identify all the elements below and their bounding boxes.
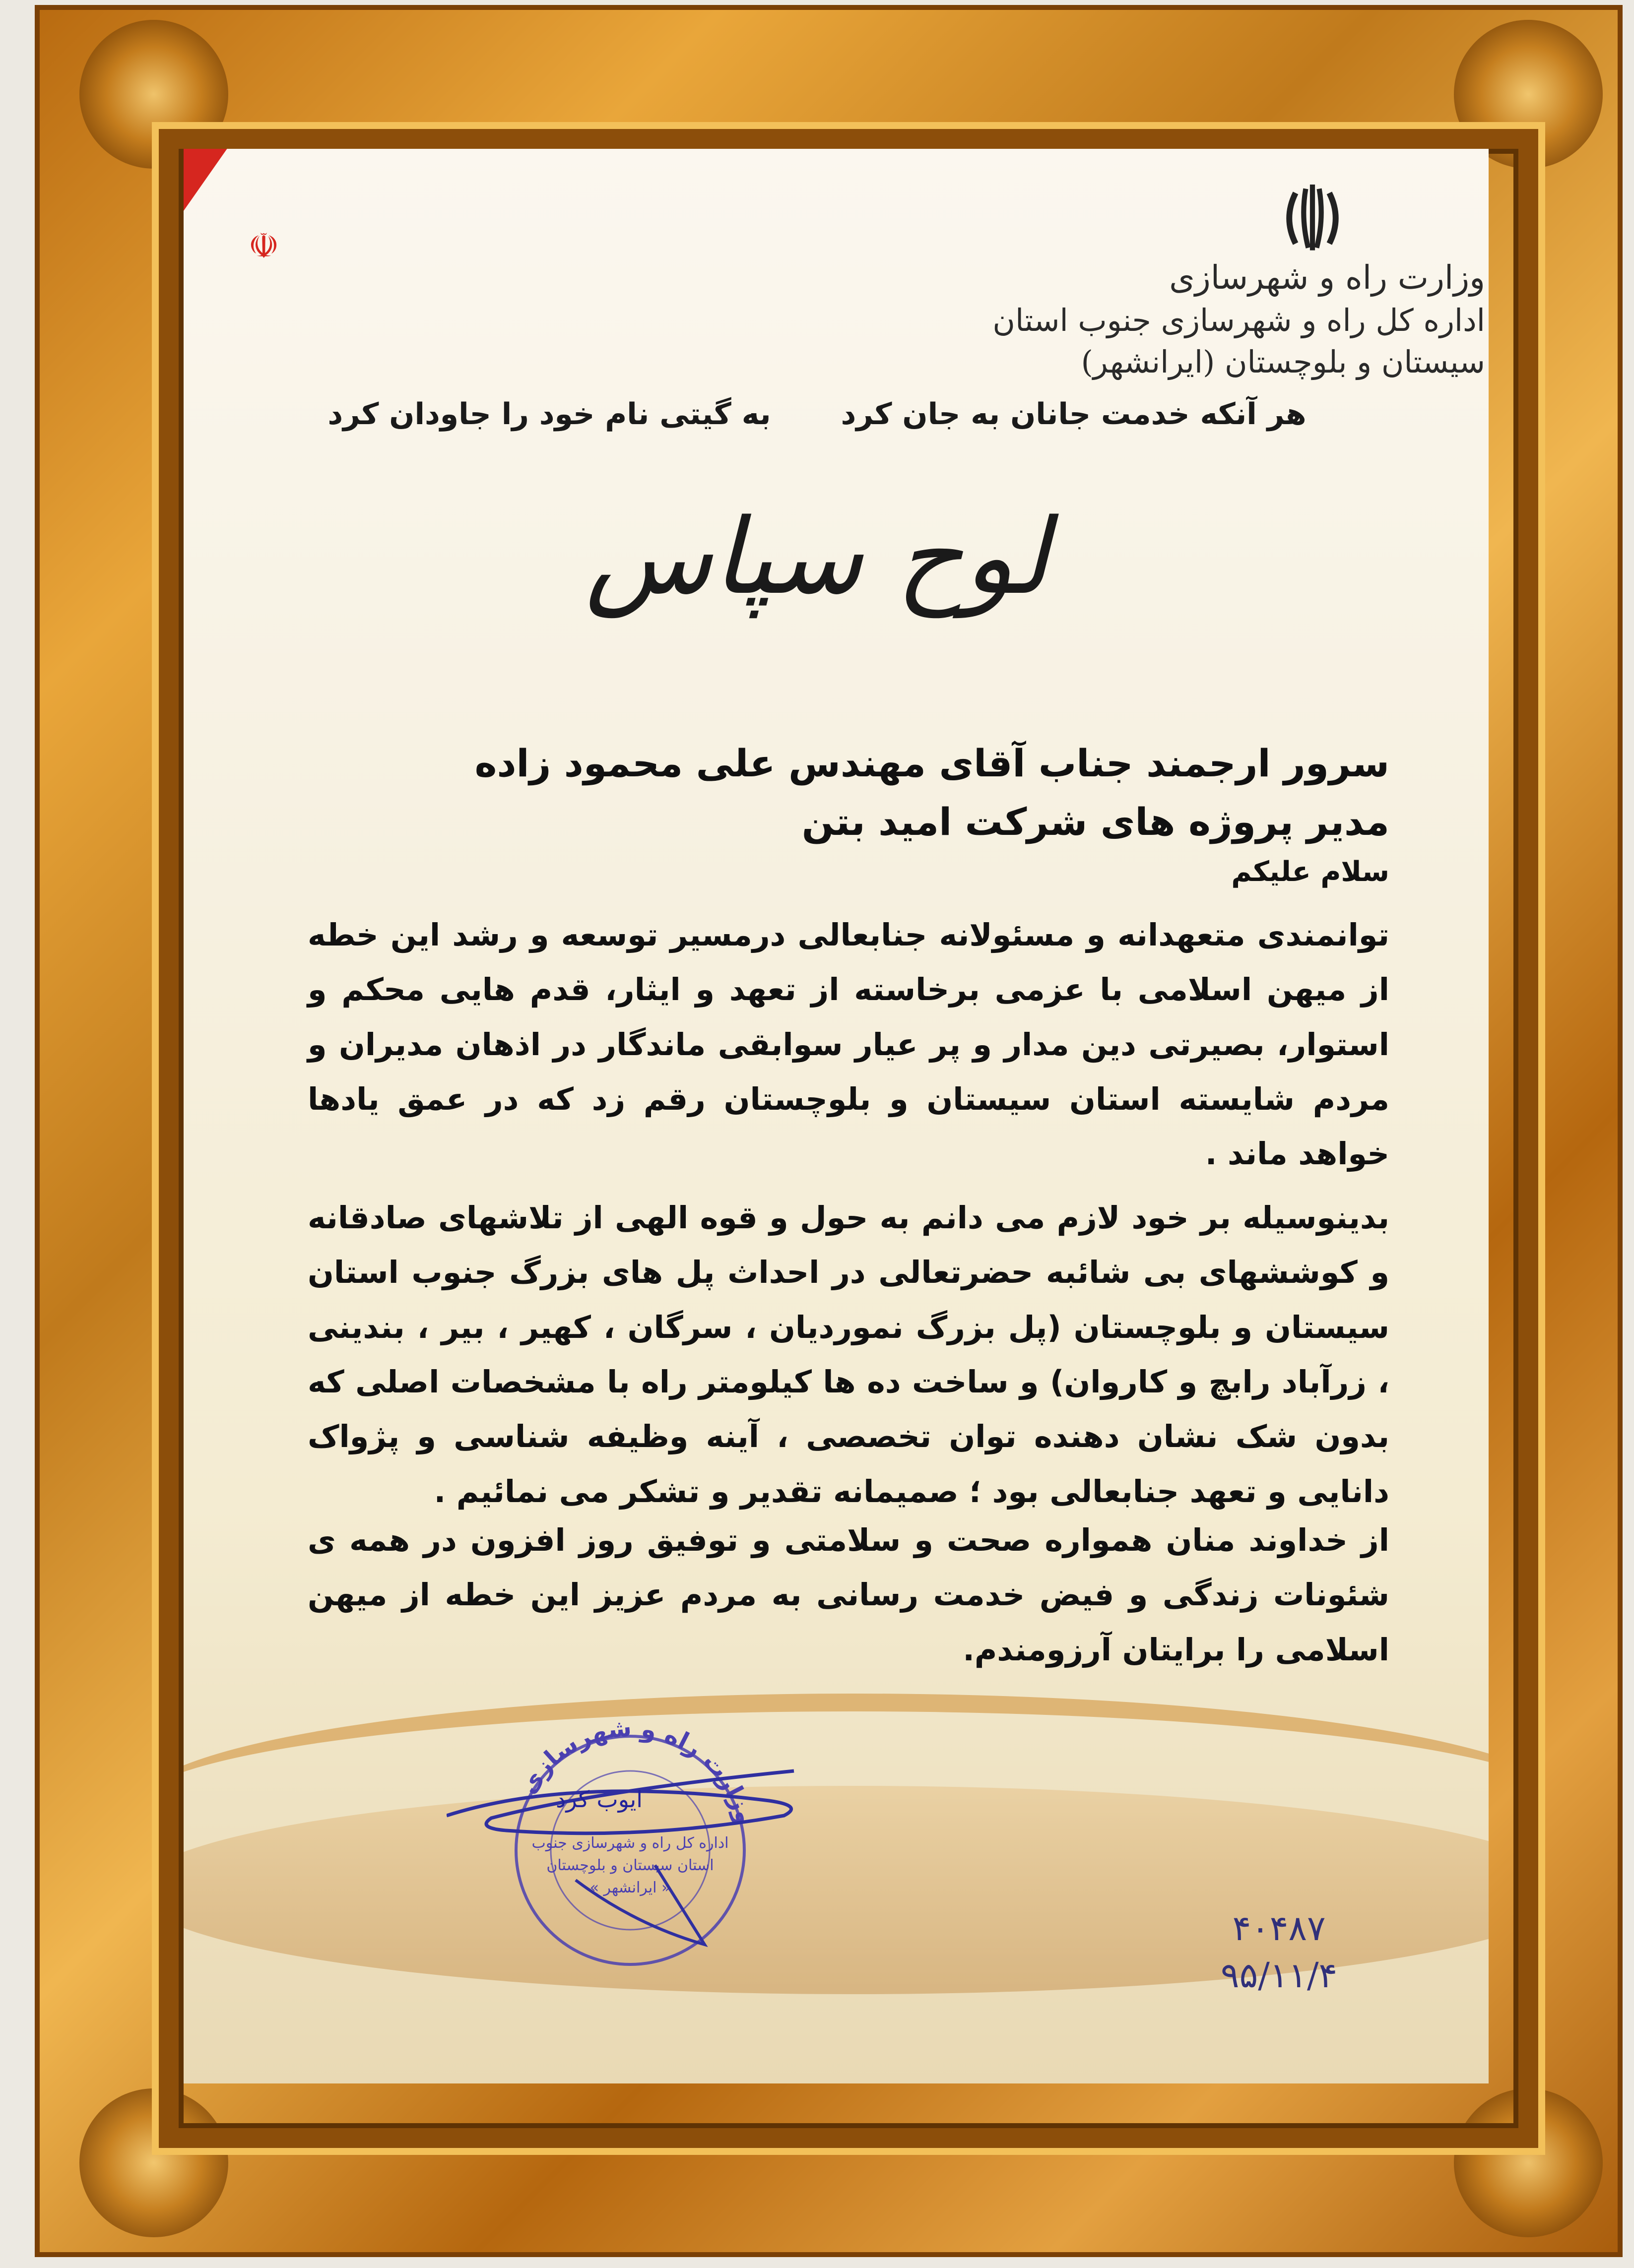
seal-inner-text-1: اداره کل راه و شهرسازی جنوب — [531, 1834, 729, 1852]
ministry-header — [992, 255, 1485, 382]
ministry-province: سیستان و بلوچستان (ایرانشهر) — [1081, 343, 1485, 380]
ministry-name: وزارت راه و شهرسازی — [1169, 258, 1485, 297]
flag-emblem-icon: ☫ — [248, 226, 279, 266]
official-seal-and-signature — [447, 1716, 814, 1974]
salutation: سلام علیکم — [1231, 856, 1389, 888]
recipient-name: سرور ارجمند جناب آقای مهندس علی محمود زاده — [474, 741, 1389, 785]
certificate-title: لوح سپاس — [585, 496, 1049, 618]
signer-name: ایوب کرد — [556, 1786, 643, 1813]
recipient-block — [308, 734, 1389, 851]
ministry-office: اداره کل راه و شهرسازی جنوب استان — [992, 302, 1485, 339]
seal-inner-text-3: « ایرانشهر » — [589, 1879, 671, 1896]
document-date: ۹۵/۱۱/۴ — [1221, 1954, 1338, 1996]
poem-hemistich-1: هر آنکه خدمت جانان به جان کرد — [841, 397, 1307, 432]
poem-line — [0, 397, 1634, 432]
body-paragraph-2: بدینوسیله بر خود لازم می دانم به حول و قوه الهی از تلاشهای صادقانه و کوششهای بی شائبه حضرتعالی در احداث پل های بزرگ جنوب استان سیستان و بلوچستان (پل بزرگ نموردیان ، سرگان ، کهیر ، بیر ، بندینی ، زرآباد رابچ و کاروان) و ساخت ده ها کیلومتر راه با مشخصات اصلی که بدون شک نشان دهنده توان تخصصی ، آینه وظیفه شناسی و پژواک دانایی و تعهد جنابعالی بود ؛ صمیمانه تقدیر و تشکر می نمائیم . — [308, 1199, 1389, 1510]
document-number-block — [1221, 1905, 1337, 1999]
body-paragraph-3: از خداوند منان همواره صحت و سلامتی و توفیق روز افزون در همه ی شئونات زندگی و فیض خدمت رسانی به مردم عزیز این خطه از میهن اسلامی را برایتان آرزومندم. — [308, 1522, 1389, 1668]
seal-ring-text: وزارت راه و شهرسازی — [514, 1716, 759, 1827]
body-paragraph-1: توانمندی متعهدانه و مسئولانه جنابعالی درمسیر توسعه و رشد این خطه از میهن اسلامی با عزمی برخاسته از تعهد و ایثار، قدم هایی محکم و استوار، بصیرتی دین مدار و پر عیار سوابقی ماندگار در اذهان مدیران و مردم شایسته استان سیستان و بلوچستان رقم زد که در عمق یادها خواهد ماند . — [308, 917, 1389, 1172]
poem-hemistich-2: به گیتی نام خود را جاودان کرد — [327, 397, 771, 432]
recipient-position: مدیر پروژه های شرکت امید بتن — [801, 799, 1389, 844]
document-number: ۴۰۴۸۷ — [1232, 1908, 1326, 1949]
seal-inner-text-2: استان سیستان و بلوچستان — [546, 1857, 714, 1874]
iran-emblem-icon — [1270, 176, 1355, 260]
decorative-wave-line — [184, 1694, 1489, 1920]
